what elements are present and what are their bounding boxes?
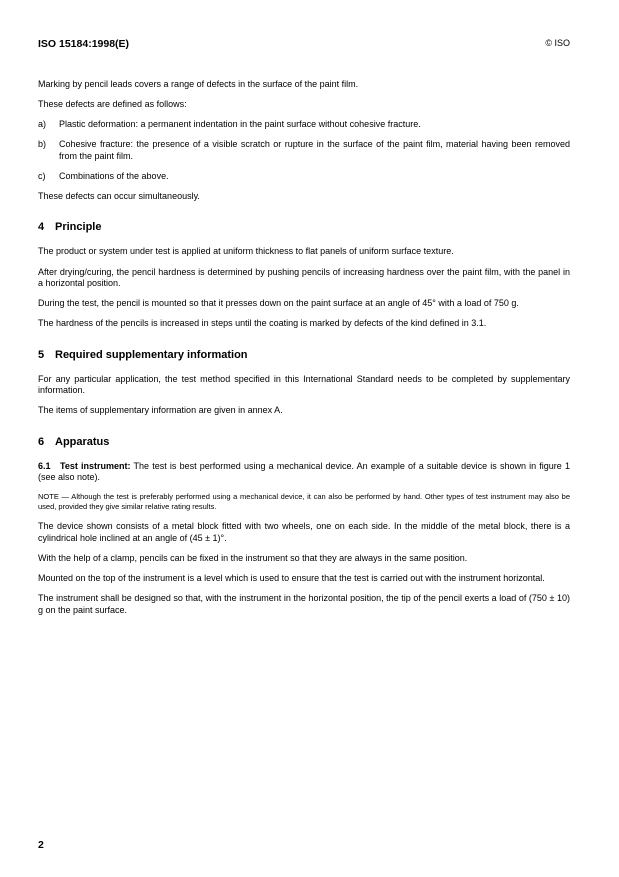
list-item-text: Combinations of the above. [59,170,169,181]
intro-paragraph: These defects can occur simultaneously. [38,190,200,201]
section-paragraph: The hardness of the pencils is increased in steps until the coating is marked by defects of the kind defined in 3.1. [38,318,487,329]
section-paragraph: With the help of a clamp, pencils can be fixed in the instrument so that they are always in the same position. [38,553,468,564]
section-heading-apparatus [38,436,570,449]
list-item [38,119,570,131]
intro-paragraph: These defects are defined as follows: [38,99,187,110]
section-paragraph: For any particular application, the test method specified in this International Standard needs to be completed by supplementary information. [38,373,570,396]
section-paragraph: The instrument shall be designed so that, with the instrument in the horizontal position, the tip of the pencil exerts a load of (750 ± 10) g on the paint surface. [38,593,570,615]
section-number: 6 [38,435,45,448]
document-id: ISO 15184:1998(E) [38,38,130,50]
section-title: Required supplementary information [55,348,248,361]
section-heading-supplementary [38,349,570,362]
note-paragraph: NOTE — Although the test is preferably performed using a mechanical device, it can also be performed by hand. Other types of test instrument may also be used, provided they give similar relative rating results. [38,492,570,512]
page-header [38,38,570,52]
section-paragraph: The items of supplementary information are given in annex A. [38,405,283,416]
section-paragraph: The product or system under test is applied at uniform thickness to flat panels of uniform surface texture. [38,246,454,257]
subsection-text: The test is best performed using a mechanical device. An example of a suitable device is shown in figure 1 (see also note). [38,460,570,483]
list-item-label: a) [38,119,47,130]
document-page [38,0,570,877]
page-number: 2 [38,839,44,851]
subsection-paragraph [38,461,570,484]
list-item-label: b) [38,139,47,150]
section-paragraph: The device shown consists of a metal block fitted with two wheels, one on each side. In the middle of the metal block, there is a cylindrical hole inclined at an angle of (45 ± 1)°. [38,521,570,543]
subsection-title: Test instrument: [60,460,131,471]
section-title: Principle [55,221,102,234]
list-item [38,171,570,183]
list-item-text: Cohesive fracture: the presence of a visible scratch or rupture in the surface of the paint film, material having been removed from the paint film. [59,139,570,161]
page-content [38,79,570,625]
list-item [38,139,570,162]
section-paragraph: After drying/curing, the pencil hardness is determined by pushing pencils of increasing hardness over the paint film, with the panel in a horizontal position. [38,266,570,289]
list-item-text: Plastic deformation: a permanent indentation in the paint surface without cohesive fracture. [59,119,421,130]
section-title: Apparatus [55,435,110,448]
subsection-number: 6.1 [38,460,51,471]
section-paragraph: During the test, the pencil is mounted so that it presses down on the paint surface at an angle of 45° with a load of 750 g. [38,298,519,309]
section-number: 5 [38,348,45,361]
section-number: 4 [38,221,45,234]
intro-paragraph: Marking by pencil leads covers a range of defects in the surface of the paint film. [38,79,359,89]
copyright-notice: © ISO [545,38,570,48]
list-item-label: c) [38,170,46,181]
section-heading-principle [38,221,570,234]
section-paragraph: Mounted on the top of the instrument is a level which is used to ensure that the test is carried out with the instrument horizontal. [38,573,545,584]
